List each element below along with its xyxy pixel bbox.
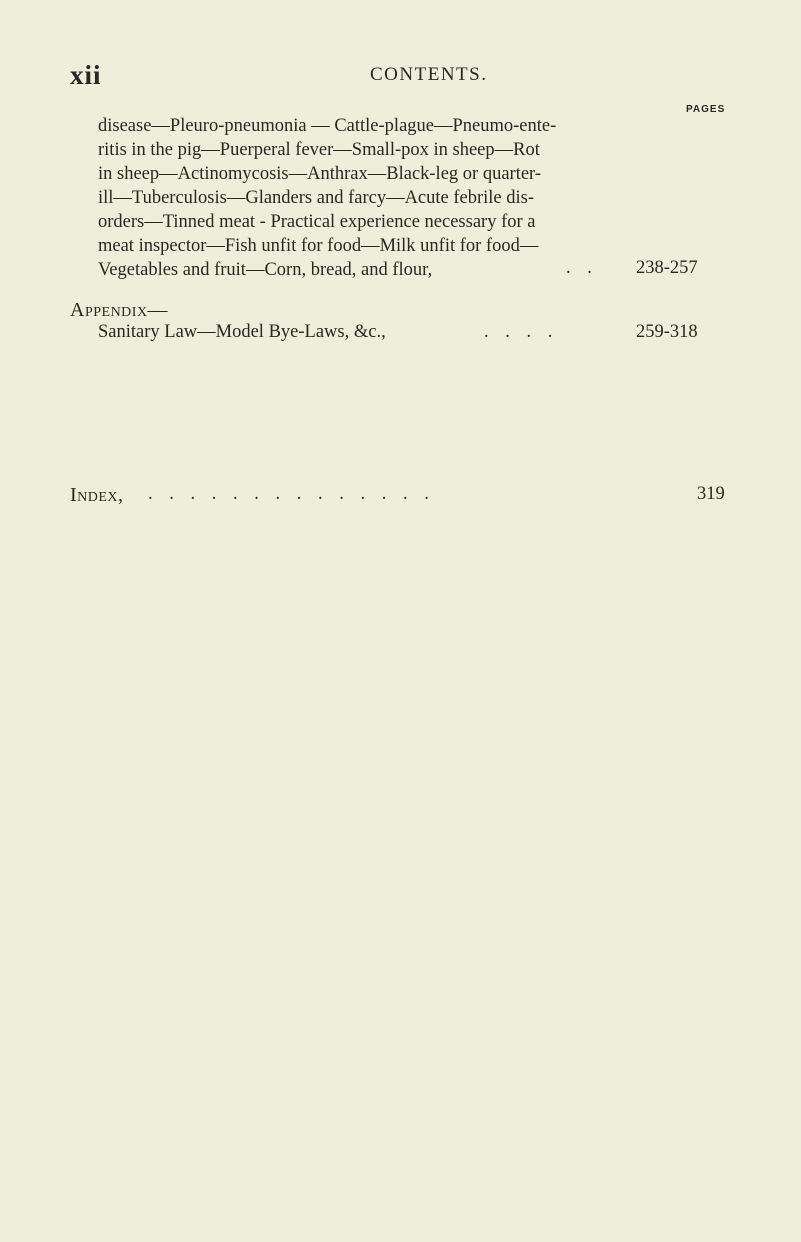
entry-line: ritis in the pig—Puerperal fever—Small-pox in sheep—Rot (98, 140, 540, 160)
page-number: xii (70, 60, 102, 90)
entry-page-range: 238-257 (636, 258, 698, 278)
appendix-heading: Appendix— (70, 299, 169, 321)
running-head: CONTENTS. (370, 64, 488, 85)
entry-line: meat inspector—Fish unfit for food—Milk unfit for food— (98, 236, 539, 256)
entry-line: Vegetables and fruit—Corn, bread, and flour, (98, 260, 433, 280)
entry-leader-dots: . . (566, 258, 598, 278)
contents-entry-continued (98, 114, 658, 282)
pages-column-label: PAGES (686, 104, 726, 115)
appendix-page-range: 259-318 (636, 322, 698, 342)
entry-line: in sheep—Actinomycosis—Anthrax—Black-leg or quarter- (98, 164, 541, 184)
appendix-leader-dots: . . . . (484, 322, 559, 342)
entry-line: disease—Pleuro-pneumonia — Cattle-plague—Pneumo-ente- (98, 116, 557, 136)
index-page-number: 319 (697, 484, 725, 504)
index-leader-dots: . . . . . . . . . . . . . . (148, 484, 435, 504)
entry-line: ill—Tuberculosis—Glanders and farcy—Acute febrile dis- (98, 188, 535, 208)
index-heading: Index, (70, 484, 124, 506)
appendix-entry: Sanitary Law—Model Bye-Laws, &c., (98, 322, 386, 342)
entry-line: orders—Tinned meat - Practical experience necessary for a (98, 212, 536, 232)
